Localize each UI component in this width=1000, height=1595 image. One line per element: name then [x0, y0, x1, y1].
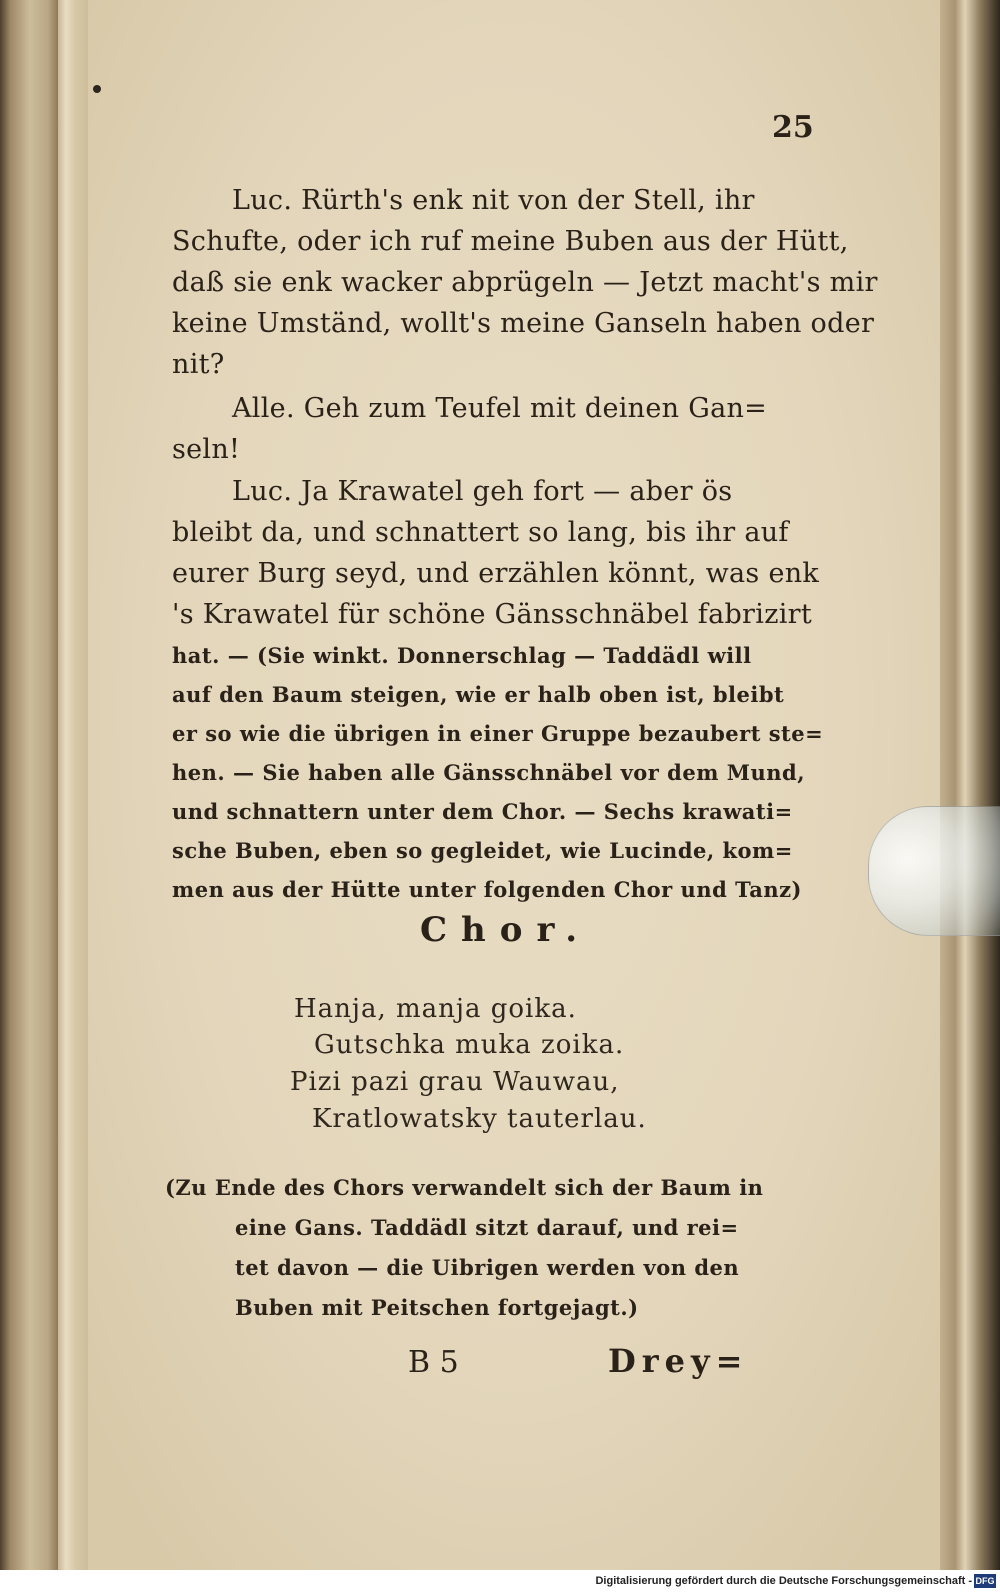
page-stack-edge — [940, 0, 1000, 1570]
speech-line: Alle. Geh zum Teufel mit deinen Gan= — [232, 393, 768, 424]
speech-line: Schufte, oder ich ruf meine Buben aus der Hütt, — [172, 226, 849, 257]
stage-direction-line: tet davon — die Uibrigen werden von den — [235, 1255, 740, 1280]
stage-direction-line: Buben mit Peitschen fortgejagt.) — [235, 1295, 639, 1320]
speech-line: keine Umständ, wollt's meine Ganseln haben oder — [172, 308, 875, 339]
speech-line: nit? — [172, 349, 225, 380]
catchword: Drey= — [608, 1342, 749, 1380]
page-number: 25 — [772, 110, 814, 145]
stage-direction-line: und schnattern unter dem Chor. — Sechs krawati= — [172, 799, 793, 824]
stage-direction-line: men aus der Hütte unter folgenden Chor und Tanz) — [172, 877, 802, 902]
digitization-credit: Digitalisierung gefördert durch die Deutsche Forschungsgemeinschaft - — [595, 1575, 972, 1587]
book-gutter — [58, 0, 88, 1570]
speech-line: seln! — [172, 434, 241, 465]
chor-heading: Chor. — [420, 910, 592, 950]
dfg-logo: DFG — [975, 1576, 995, 1586]
chor-line: Kratlowatsky tauterlau. — [312, 1104, 647, 1134]
stage-direction-line: auf den Baum steigen, wie er halb oben ist, bleibt — [172, 682, 785, 707]
stage-direction-line: er so wie die übrigen in einer Gruppe bezaubert ste= — [172, 721, 824, 746]
stage-direction-line: hat. — (Sie winkt. Donnerschlag — Taddädl will — [172, 643, 752, 668]
stage-direction-line: hen. — Sie haben alle Gänsschnäbel vor dem Mund, — [172, 760, 806, 785]
stage-direction-line: eine Gans. Taddädl sitzt darauf, und rei= — [235, 1215, 739, 1240]
speech-line: daß sie enk wacker abprügeln — Jetzt macht's mir — [172, 267, 878, 298]
speech-line: Luc. Rürth's enk nit von der Stell, ihr — [232, 185, 755, 216]
chor-line: Pizi pazi grau Wauwau, — [290, 1067, 620, 1097]
left-page-edge — [0, 0, 58, 1570]
speech-line: Luc. Ja Krawatel geh fort — aber ös — [232, 476, 733, 507]
stage-direction-line: (Zu Ende des Chors verwandelt sich der Baum in — [165, 1175, 764, 1200]
thumb-overlay — [868, 806, 1000, 936]
ink-dot — [93, 85, 101, 93]
speech-line: eurer Burg seyd, und erzählen könnt, was enk — [172, 558, 820, 589]
signature-mark: B 5 — [408, 1345, 459, 1380]
chor-line: Hanja, manja goika. — [294, 994, 577, 1024]
speech-line: bleibt da, und schnattert so lang, bis ihr auf — [172, 517, 789, 548]
speech-line: 's Krawatel für schöne Gänsschnäbel fabrizirt — [172, 599, 813, 630]
chor-line: Gutschka muka zoika. — [314, 1030, 625, 1060]
stage-direction-line: sche Buben, eben so gegleidet, wie Lucinde, kom= — [172, 838, 793, 863]
